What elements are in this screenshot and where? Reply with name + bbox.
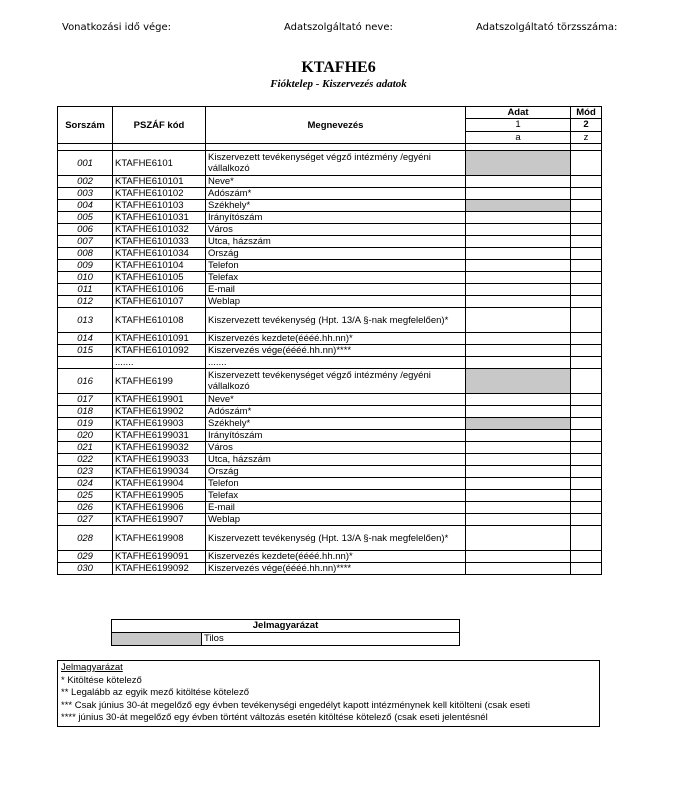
- row-code: KTAFHE619906: [113, 502, 206, 514]
- row-name: Utca, házszám: [206, 236, 466, 248]
- row-name: Weblap: [206, 514, 466, 526]
- col-header-mod: Mód: [571, 107, 602, 119]
- row-adat-cell: [466, 418, 571, 430]
- row-adat-cell[interactable]: [466, 272, 571, 284]
- row-adat-cell: [466, 369, 571, 394]
- row-code: KTAFHE610105: [113, 272, 206, 284]
- row-code: KTAFHE6199091: [113, 551, 206, 563]
- row-number: 021: [58, 442, 113, 454]
- row-name: Székhely*: [206, 200, 466, 212]
- row-mod-cell[interactable]: [571, 200, 602, 212]
- table-row: [58, 478, 602, 490]
- table-row: [58, 442, 602, 454]
- table-row: [58, 551, 602, 563]
- table-row: [58, 466, 602, 478]
- row-adat-cell[interactable]: [466, 296, 571, 308]
- row-name: Telefax: [206, 490, 466, 502]
- row-mod-cell[interactable]: [571, 478, 602, 490]
- table-row: [58, 272, 602, 284]
- gap-cell: [571, 144, 602, 151]
- row-code: KTAFHE6101031: [113, 212, 206, 224]
- row-code: KTAFHE6101092: [113, 345, 206, 357]
- header-gap-row: [58, 144, 602, 151]
- row-adat-cell[interactable]: [466, 188, 571, 200]
- row-code: KTAFHE6199: [113, 369, 206, 394]
- row-code: KTAFHE619907: [113, 514, 206, 526]
- col-adat-number: 1: [466, 119, 571, 131]
- row-number: 029: [58, 551, 113, 563]
- row-name: Kiszervezett tevékenység (Hpt. 13/A §-nak megfelelően)*: [206, 308, 466, 333]
- row-number: 024: [58, 478, 113, 490]
- col-header-megnevezes: Megnevezés: [206, 107, 466, 144]
- provider-reg-label: Adatszolgáltató törzsszáma:: [476, 22, 618, 33]
- row-mod-cell[interactable]: [571, 514, 602, 526]
- row-adat-cell[interactable]: [466, 248, 571, 260]
- row-name: Irányítószám: [206, 212, 466, 224]
- row-name: Adószám*: [206, 406, 466, 418]
- row-mod-cell[interactable]: [571, 502, 602, 514]
- row-code: KTAFHE6199034: [113, 466, 206, 478]
- row-adat-cell[interactable]: [466, 442, 571, 454]
- row-name: Kiszervezett tevékenység (Hpt. 13/A §-nak megfelelően)*: [206, 526, 466, 551]
- row-mod-cell[interactable]: [571, 236, 602, 248]
- row-adat-cell[interactable]: [466, 260, 571, 272]
- row-code: KTAFHE619904: [113, 478, 206, 490]
- note-line: * Kitöltése kötelező: [61, 674, 142, 686]
- table-row: [58, 502, 602, 514]
- row-number: 009: [58, 260, 113, 272]
- row-mod-cell[interactable]: [571, 272, 602, 284]
- row-code: KTAFHE610103: [113, 200, 206, 212]
- legend-gray-swatch: [112, 633, 202, 646]
- table-row: [58, 418, 602, 430]
- table-row: [58, 526, 602, 551]
- row-code: KTAFHE610106: [113, 284, 206, 296]
- row-name: Székhely*: [206, 418, 466, 430]
- col-header-sorszam: Sorszám: [58, 107, 113, 144]
- row-adat-cell: [466, 200, 571, 212]
- row-number: 028: [58, 526, 113, 551]
- row-mod-cell[interactable]: [571, 224, 602, 236]
- row-mod-cell[interactable]: [571, 551, 602, 563]
- row-number: 007: [58, 236, 113, 248]
- table-body: [58, 144, 602, 575]
- table-row: [58, 369, 602, 394]
- col-adat-letter: a: [466, 131, 571, 143]
- table-row: [58, 296, 602, 308]
- row-name: Kiszervezés vége(éééé.hh.nn)****: [206, 563, 466, 575]
- row-number: 002: [58, 176, 113, 188]
- row-mod-cell[interactable]: [571, 260, 602, 272]
- row-code: KTAFHE6199032: [113, 442, 206, 454]
- row-number: 019: [58, 418, 113, 430]
- table-row: [58, 212, 602, 224]
- col-mod-letter: z: [571, 131, 602, 143]
- row-name: Ország: [206, 248, 466, 260]
- row-name: Neve*: [206, 394, 466, 406]
- row-adat-cell[interactable]: [466, 551, 571, 563]
- row-name: Irányítószám: [206, 430, 466, 442]
- table-row: [58, 248, 602, 260]
- row-adat-cell[interactable]: [466, 176, 571, 188]
- row-adat-cell[interactable]: [466, 224, 571, 236]
- col-header-pszaf: PSZÁF kód: [113, 107, 206, 144]
- row-number: 017: [58, 394, 113, 406]
- row-name: E-mail: [206, 502, 466, 514]
- row-code: KTAFHE610102: [113, 188, 206, 200]
- row-mod-cell[interactable]: [571, 563, 602, 575]
- row-name: Kiszervezés kezdete(éééé.hh.nn)*: [206, 551, 466, 563]
- row-mod-cell[interactable]: [571, 406, 602, 418]
- row-code: KTAFHE6101033: [113, 236, 206, 248]
- row-code: KTAFHE6101032: [113, 224, 206, 236]
- table-row: [58, 514, 602, 526]
- row-number: 005: [58, 212, 113, 224]
- row-code: KTAFHE619903: [113, 418, 206, 430]
- data-table: [57, 106, 602, 575]
- row-number: 004: [58, 200, 113, 212]
- row-code: KTAFHE619901: [113, 394, 206, 406]
- row-name: Telefon: [206, 478, 466, 490]
- row-number: 020: [58, 430, 113, 442]
- row-mod-cell[interactable]: [571, 151, 602, 176]
- table-row: [58, 333, 602, 345]
- legend-title: Jelmagyarázat: [112, 620, 460, 633]
- notes-box: [57, 660, 600, 727]
- row-number: 006: [58, 224, 113, 236]
- table-row: [58, 151, 602, 176]
- row-name: Telefax: [206, 272, 466, 284]
- row-code: KTAFHE6101091: [113, 333, 206, 345]
- row-adat-cell[interactable]: [466, 357, 571, 369]
- row-number: 027: [58, 514, 113, 526]
- row-number: 030: [58, 563, 113, 575]
- row-number: 016: [58, 369, 113, 394]
- gap-cell: [466, 144, 571, 151]
- row-number: 015: [58, 345, 113, 357]
- period-label: Vonatkozási idő vége:: [62, 22, 172, 33]
- table-row: [58, 454, 602, 466]
- row-number: 012: [58, 296, 113, 308]
- legend-box: [111, 619, 460, 646]
- row-adat-cell[interactable]: [466, 406, 571, 418]
- row-adat-cell[interactable]: [466, 526, 571, 551]
- table-row: [58, 284, 602, 296]
- row-mod-cell[interactable]: [571, 357, 602, 369]
- row-adat-cell[interactable]: [466, 478, 571, 490]
- row-code: KTAFHE610107: [113, 296, 206, 308]
- table-row: [58, 394, 602, 406]
- row-code: KTAFHE6101: [113, 151, 206, 176]
- row-adat-cell[interactable]: [466, 514, 571, 526]
- row-mod-cell[interactable]: [571, 333, 602, 345]
- table-row: [58, 188, 602, 200]
- row-number: 026: [58, 502, 113, 514]
- row-adat-cell[interactable]: [466, 454, 571, 466]
- row-number: 003: [58, 188, 113, 200]
- row-name: Ország: [206, 466, 466, 478]
- row-mod-cell[interactable]: [571, 454, 602, 466]
- row-name: Neve*: [206, 176, 466, 188]
- row-name: E-mail: [206, 284, 466, 296]
- row-mod-cell[interactable]: [571, 188, 602, 200]
- row-mod-cell[interactable]: [571, 284, 602, 296]
- table-row: [58, 176, 602, 188]
- form-subtitle: Fióktelep - Kiszervezés adatok: [270, 78, 407, 90]
- table-row: [58, 236, 602, 248]
- row-adat-cell: [466, 151, 571, 176]
- table-row: [58, 260, 602, 272]
- row-adat-cell[interactable]: [466, 466, 571, 478]
- table-row: [58, 563, 602, 575]
- row-mod-cell[interactable]: [571, 345, 602, 357]
- row-adat-cell[interactable]: [466, 394, 571, 406]
- table-row: [58, 430, 602, 442]
- row-code: KTAFHE610104: [113, 260, 206, 272]
- row-code: KTAFHE6199031: [113, 430, 206, 442]
- row-code: KTAFHE610108: [113, 308, 206, 333]
- row-number: 011: [58, 284, 113, 296]
- row-number: 001: [58, 151, 113, 176]
- row-name: Kiszervezés vége(éééé.hh.nn)****: [206, 345, 466, 357]
- row-code: KTAFHE619908: [113, 526, 206, 551]
- row-mod-cell[interactable]: [571, 369, 602, 394]
- row-mod-cell[interactable]: [571, 296, 602, 308]
- row-name: Kiszervezett tevékenységet végző intézmény /egyéni vállalkozó: [206, 151, 466, 176]
- row-code: KTAFHE6199033: [113, 454, 206, 466]
- row-name: Utca, házszám: [206, 454, 466, 466]
- row-number: 023: [58, 466, 113, 478]
- row-number: 022: [58, 454, 113, 466]
- row-mod-cell[interactable]: [571, 430, 602, 442]
- row-mod-cell[interactable]: [571, 212, 602, 224]
- table-row: [58, 308, 602, 333]
- note-line: *** Csak június 30-át megelőző egy évben tevékenységi engedélyt kapott intézménynek kell kitölteni (csak eseti: [61, 699, 530, 711]
- row-number: [58, 357, 113, 369]
- row-adat-cell[interactable]: [466, 502, 571, 514]
- row-mod-cell[interactable]: [571, 308, 602, 333]
- gap-cell: [113, 144, 206, 151]
- row-code: KTAFHE6199092: [113, 563, 206, 575]
- row-code: KTAFHE610101: [113, 176, 206, 188]
- row-name: Kiszervezés kezdete(éééé.hh.nn)*: [206, 333, 466, 345]
- row-mod-cell[interactable]: [571, 394, 602, 406]
- row-name: Adószám*: [206, 188, 466, 200]
- row-code: .......: [113, 357, 206, 369]
- table-row: [58, 345, 602, 357]
- row-adat-cell[interactable]: [466, 284, 571, 296]
- row-adat-cell[interactable]: [466, 563, 571, 575]
- provider-name-label: Adatszolgáltató neve:: [284, 22, 393, 33]
- row-name: Telefon: [206, 260, 466, 272]
- gap-cell: [206, 144, 466, 151]
- row-mod-cell[interactable]: [571, 442, 602, 454]
- row-name: Kiszervezett tevékenységet végző intézmény /egyéni vállalkozó: [206, 369, 466, 394]
- row-code: KTAFHE6101034: [113, 248, 206, 260]
- row-name: .......: [206, 357, 466, 369]
- row-number: 018: [58, 406, 113, 418]
- row-adat-cell[interactable]: [466, 430, 571, 442]
- table-row: [58, 200, 602, 212]
- row-adat-cell[interactable]: [466, 212, 571, 224]
- col-mod-number: 2: [571, 119, 602, 131]
- row-number: 008: [58, 248, 113, 260]
- row-adat-cell[interactable]: [466, 490, 571, 502]
- row-code: KTAFHE619905: [113, 490, 206, 502]
- row-mod-cell[interactable]: [571, 466, 602, 478]
- form-title: KTAFHE6: [301, 59, 376, 76]
- row-adat-cell[interactable]: [466, 333, 571, 345]
- table-row: [58, 357, 602, 369]
- row-number: 013: [58, 308, 113, 333]
- row-mod-cell[interactable]: [571, 248, 602, 260]
- row-number: 025: [58, 490, 113, 502]
- notes-title: Jelmagyarázat: [61, 662, 123, 673]
- table-row: [58, 224, 602, 236]
- row-mod-cell[interactable]: [571, 490, 602, 502]
- row-name: Város: [206, 224, 466, 236]
- row-adat-cell[interactable]: [466, 345, 571, 357]
- row-code: KTAFHE619902: [113, 406, 206, 418]
- row-mod-cell[interactable]: [571, 176, 602, 188]
- note-line: **** június 30-át megelőző egy évben történt változás esetén kitöltése kötelező (csak eseti jelentésnél: [61, 712, 488, 723]
- row-adat-cell[interactable]: [466, 236, 571, 248]
- row-mod-cell[interactable]: [571, 526, 602, 551]
- legend-gray-label: Tilos: [202, 633, 460, 646]
- row-number: 010: [58, 272, 113, 284]
- row-number: 014: [58, 333, 113, 345]
- note-line: ** Legalább az egyik mező kitöltése kötelező: [61, 687, 250, 698]
- row-adat-cell[interactable]: [466, 308, 571, 333]
- row-name: Város: [206, 442, 466, 454]
- gap-cell: [58, 144, 113, 151]
- row-mod-cell[interactable]: [571, 418, 602, 430]
- row-name: Weblap: [206, 296, 466, 308]
- col-header-adat: Adat: [466, 107, 571, 119]
- table-row: [58, 406, 602, 418]
- table-row: [58, 490, 602, 502]
